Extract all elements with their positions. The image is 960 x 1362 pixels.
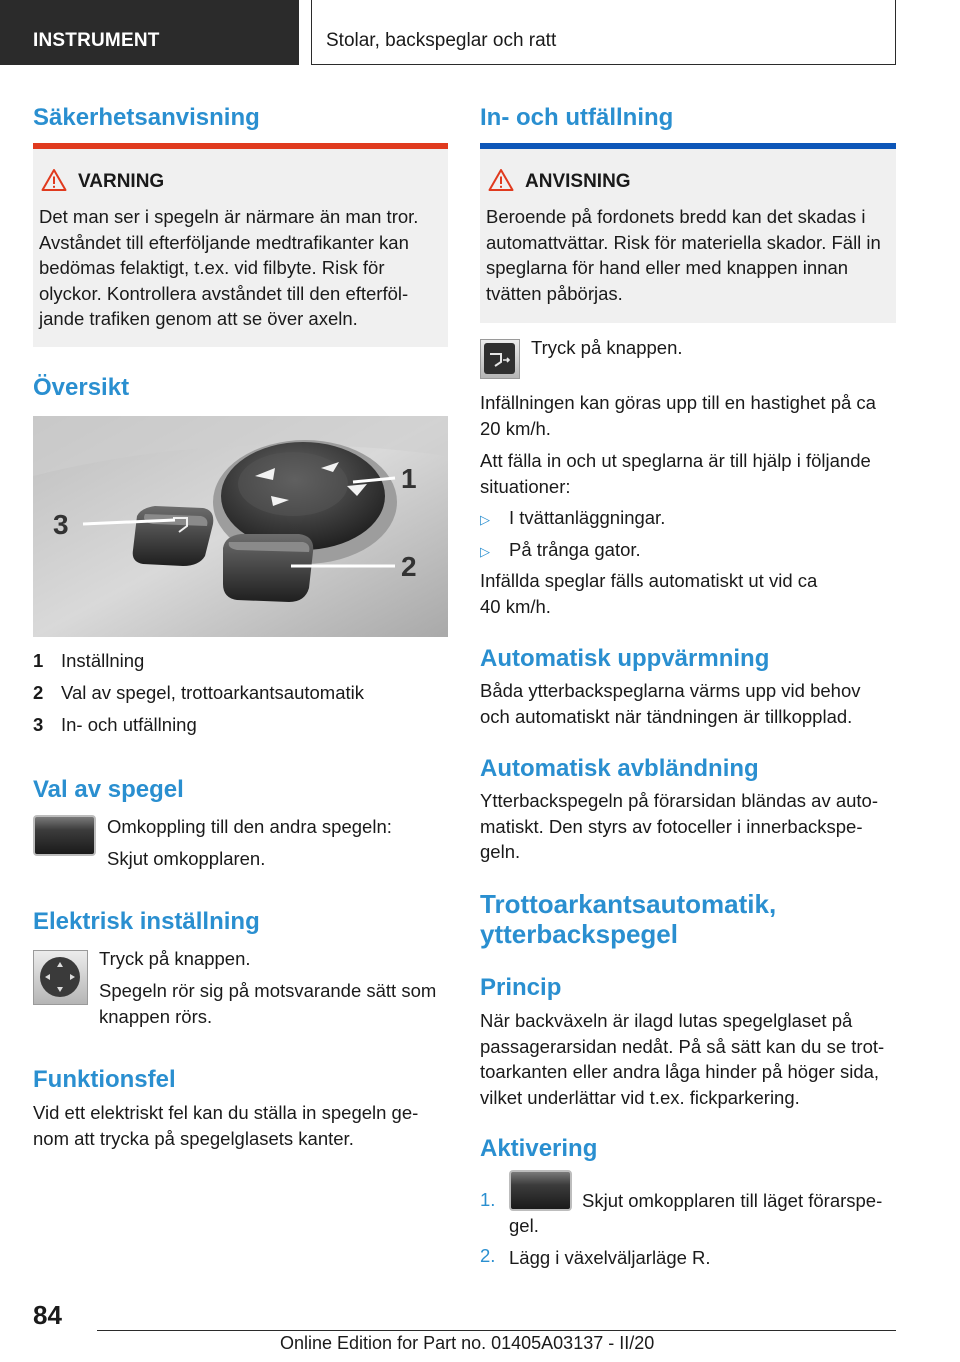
header-section-label: INSTRUMENT (33, 30, 160, 51)
callout-3: 3 (53, 509, 69, 540)
fault-heading: Funktionsfel (33, 1066, 176, 1093)
legend-text: Inställning (61, 650, 145, 671)
legend-text: Val av spegel, trottoarkantsautomatik (61, 682, 365, 703)
warning-triangle-icon (41, 168, 67, 192)
step-number: 2. (480, 1245, 496, 1266)
overview-heading: Översikt (33, 374, 130, 401)
warning-box (33, 143, 448, 347)
callout-2: 2 (401, 551, 417, 582)
footer-divider (97, 1330, 896, 1331)
activation-heading: Aktivering (480, 1135, 598, 1162)
step-number: 1. (480, 1189, 496, 1210)
fold-speed-text: Infällningen kan göras upp till en hastighet på ca 20 km/h. (480, 392, 876, 439)
fold-heading: In- och utfällning (480, 104, 674, 131)
adjust-button-icon (33, 950, 88, 1005)
legend-item (33, 650, 448, 675)
legend-number: 1 (33, 650, 44, 671)
electric-line2: Spegeln rör sig på motsvarande sätt som knappen rörs. (99, 980, 437, 1027)
principle-text: När backväxeln är ilagd lutas spegelglaset på passagerarsidan nedåt. På så sätt kan du se trot-toarkanten eller andra låga hinder på höger sida, vilket underlättar vid t.ex. fickparkering. (480, 1010, 885, 1108)
page-number: 84 (33, 1300, 62, 1330)
heat-heading: Automatisk uppvärmning (480, 645, 770, 672)
legend-number: 3 (33, 714, 44, 735)
safety-heading: Säkerhetsanvisning (33, 104, 260, 131)
bullet-triangle-icon: ▷ (480, 512, 490, 527)
dim-heading: Automatisk avbländning (480, 755, 759, 782)
legend-number: 2 (33, 682, 44, 703)
header-chapter-tab (311, 0, 896, 65)
bullet-item (480, 507, 895, 532)
legend-item (33, 714, 448, 739)
step-switch-icon (509, 1170, 572, 1211)
principle-heading: Princip (480, 974, 562, 1001)
legend-item (33, 682, 448, 707)
fault-text: Vid ett elektriskt fel kan du ställa in spegeln ge-nom att trycka på spegelglasets kanter. (33, 1102, 419, 1149)
header-chapter-label: Stolar, backspeglar och ratt (326, 30, 557, 51)
step-text: Skjut omkopplaren till läget förarspe- (582, 1190, 883, 1211)
header-section-tab (0, 0, 299, 65)
bullet-triangle-icon: ▷ (480, 544, 490, 559)
bullet-item (480, 539, 895, 564)
mirror-select-line2: Skjut omkopplaren. (107, 848, 266, 869)
bullet-text: I tvättanläggningar. (509, 507, 666, 528)
warning-title: VARNING (78, 171, 165, 192)
warning-text: Det man ser i spegeln är närmare än man tror. Avståndet till efterföljande medtrafikanter kan bedömas felaktigt, t.ex. vid filbyte. Risk för olyckor. Kontrollera avståndet till den efterföl-jande trafiken genom att se över axeln. (39, 206, 419, 329)
mirror-select-heading: Val av spegel (33, 776, 184, 803)
step-text: Lägg i växelväljarläge R. (509, 1247, 711, 1268)
footer-edition: Online Edition for Part no. 01405A03137 - II/20 (280, 1333, 655, 1353)
mirror-switch-icon (33, 815, 96, 856)
notice-triangle-icon (488, 168, 514, 192)
mirror-select-line1: Omkoppling till den andra spegeln: (107, 816, 392, 837)
callout-1: 1 (401, 463, 417, 494)
legend-text: In- och utfällning (61, 714, 197, 735)
electric-heading: Elektrisk inställning (33, 908, 260, 935)
notice-box (480, 143, 896, 323)
fold-help-text: Att fälla in och ut speglarna är till hjälp i följande situationer: (480, 450, 871, 497)
mirror-control-photo (33, 416, 448, 637)
notice-title: ANVISNING (525, 171, 631, 192)
notice-text: Beroende på fordonets bredd kan det skadas i automattvättar. Risk för materiella skador. Fäll in speglarna för hand eller med knappen innan tvätten påbörjas. (486, 206, 881, 304)
electric-line1: Tryck på knappen. (99, 948, 251, 969)
fold-button-icon (480, 339, 520, 379)
heat-text: Båda ytterbackspeglarna värms upp vid behov och automatiskt när tändningen är tillkopplad. (480, 680, 861, 727)
fold-press-text: Tryck på knappen. (531, 337, 683, 358)
step-text-cont: gel. (509, 1215, 539, 1236)
dim-text: Ytterbackspegeln på förarsidan bländas av auto-matiskt. Den styrs av fotoceller i innerbackspe-geln. (480, 790, 879, 862)
fold-auto-text: Infällda speglar fälls automatiskt ut vid ca 40 km/h. (480, 570, 818, 617)
bullet-text: På trånga gator. (509, 539, 641, 560)
curb-heading: Trottoarkantsautomatik, ytterbackspegel (480, 889, 777, 949)
